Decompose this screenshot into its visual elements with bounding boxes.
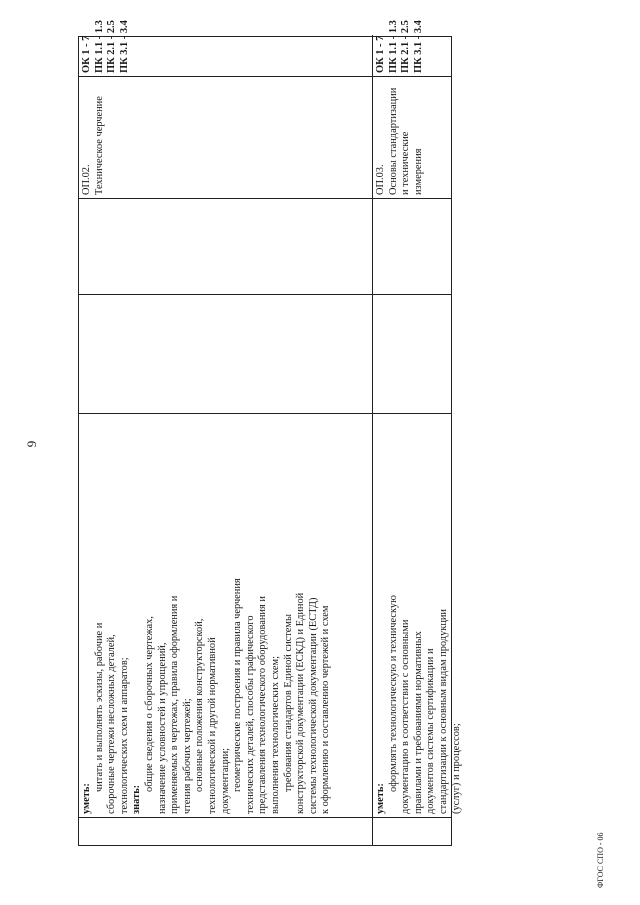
column-divider xyxy=(79,817,451,818)
text-line: документов системы сертификации и xyxy=(425,648,437,814)
text-line: Основы стандартизации xyxy=(387,87,399,195)
empty-cell xyxy=(373,818,454,845)
hours-cell xyxy=(79,295,372,414)
text-line: Техническое черчение xyxy=(93,96,105,195)
text-line: ОП.03. xyxy=(375,164,386,195)
competencies-cell xyxy=(79,20,372,77)
empty-cell xyxy=(79,818,372,845)
section-heading: уметь: xyxy=(81,783,92,814)
text-line: ОК 1 - 7 xyxy=(375,35,386,73)
text-line: документации; xyxy=(219,747,231,814)
text-line: документацию в соответствии с основными xyxy=(400,619,412,814)
text-line: технологических схем и аппаратов; xyxy=(118,657,130,814)
text-line: чтения рабочих чертежей; xyxy=(181,698,193,814)
text-line: ОП.02. xyxy=(81,164,92,195)
hours-cell xyxy=(79,199,372,295)
text-line: (услуг) и процессов; xyxy=(450,723,462,814)
text-line: ПК 3.1 - 3.4 xyxy=(412,20,424,73)
table-row xyxy=(372,20,462,845)
text-line: применяемых в чертежах, правила оформления и xyxy=(169,595,181,814)
text-line: и технические xyxy=(400,131,412,195)
text-line: оформлять технологическую и техническую xyxy=(387,595,399,792)
text-line: сборочные чертежи несложных деталей, xyxy=(106,634,118,814)
text-line: общие сведения о сборочных чертежах, xyxy=(143,616,155,792)
column-divider xyxy=(79,76,451,77)
text-line: ПК 1.1 - 1.3 xyxy=(93,20,105,73)
text-line: требования стандартов Единой системы xyxy=(282,614,294,792)
table-row xyxy=(79,20,372,845)
section-heading: уметь: xyxy=(375,783,386,814)
page-number: 9 xyxy=(24,440,39,448)
text-line: ПК 3.1 - 3.4 xyxy=(118,20,130,73)
competencies-cell xyxy=(373,20,454,77)
text-line: измерения xyxy=(412,148,424,195)
section-heading: знать: xyxy=(131,784,143,814)
text-line: ОК 1 - 7 xyxy=(81,35,92,73)
column-divider xyxy=(79,198,451,199)
discipline-cell xyxy=(373,77,454,199)
curriculum-table xyxy=(78,20,462,846)
content-cell xyxy=(373,414,462,818)
text-line: представления технологического оборудования и xyxy=(257,596,269,814)
text-line: ПК 2.1 - 2.5 xyxy=(400,20,412,73)
text-line: технических деталей, способы графического xyxy=(244,615,256,814)
text-line: к оформлению и составлению чертежей и схем xyxy=(320,605,332,814)
hours-cell xyxy=(373,199,454,295)
text-line: правилами и требованиями нормативных xyxy=(412,631,424,814)
column-divider xyxy=(79,413,451,414)
text-line: конструкторской документации (ЕСКД) и Единой xyxy=(295,592,307,814)
text-line: выполнения технологических схем; xyxy=(269,656,281,814)
content-cell xyxy=(79,414,372,818)
discipline-cell xyxy=(79,77,372,199)
text-line: назначение условностей и упрощений, xyxy=(156,642,168,814)
text-line: стандартизации к основным видам продукции xyxy=(437,609,449,814)
text-line: основные положения конструкторской, xyxy=(194,618,206,792)
text-line: технологической и другой нормативной xyxy=(206,637,218,814)
text-line: читать и выполнять эскизы, рабочие и xyxy=(93,622,105,792)
hours-cell xyxy=(373,295,454,414)
column-divider xyxy=(79,294,451,295)
text-line: ПК 2.1 - 2.5 xyxy=(106,20,118,73)
text-line: ПК 1.1 - 1.3 xyxy=(387,20,399,73)
text-line: системы технологической документации (ЕСТД) xyxy=(307,597,319,814)
footer-code: ФГОС СПО - 06 xyxy=(596,832,605,888)
text-line: геометрические построения и правила черчения xyxy=(232,578,244,792)
